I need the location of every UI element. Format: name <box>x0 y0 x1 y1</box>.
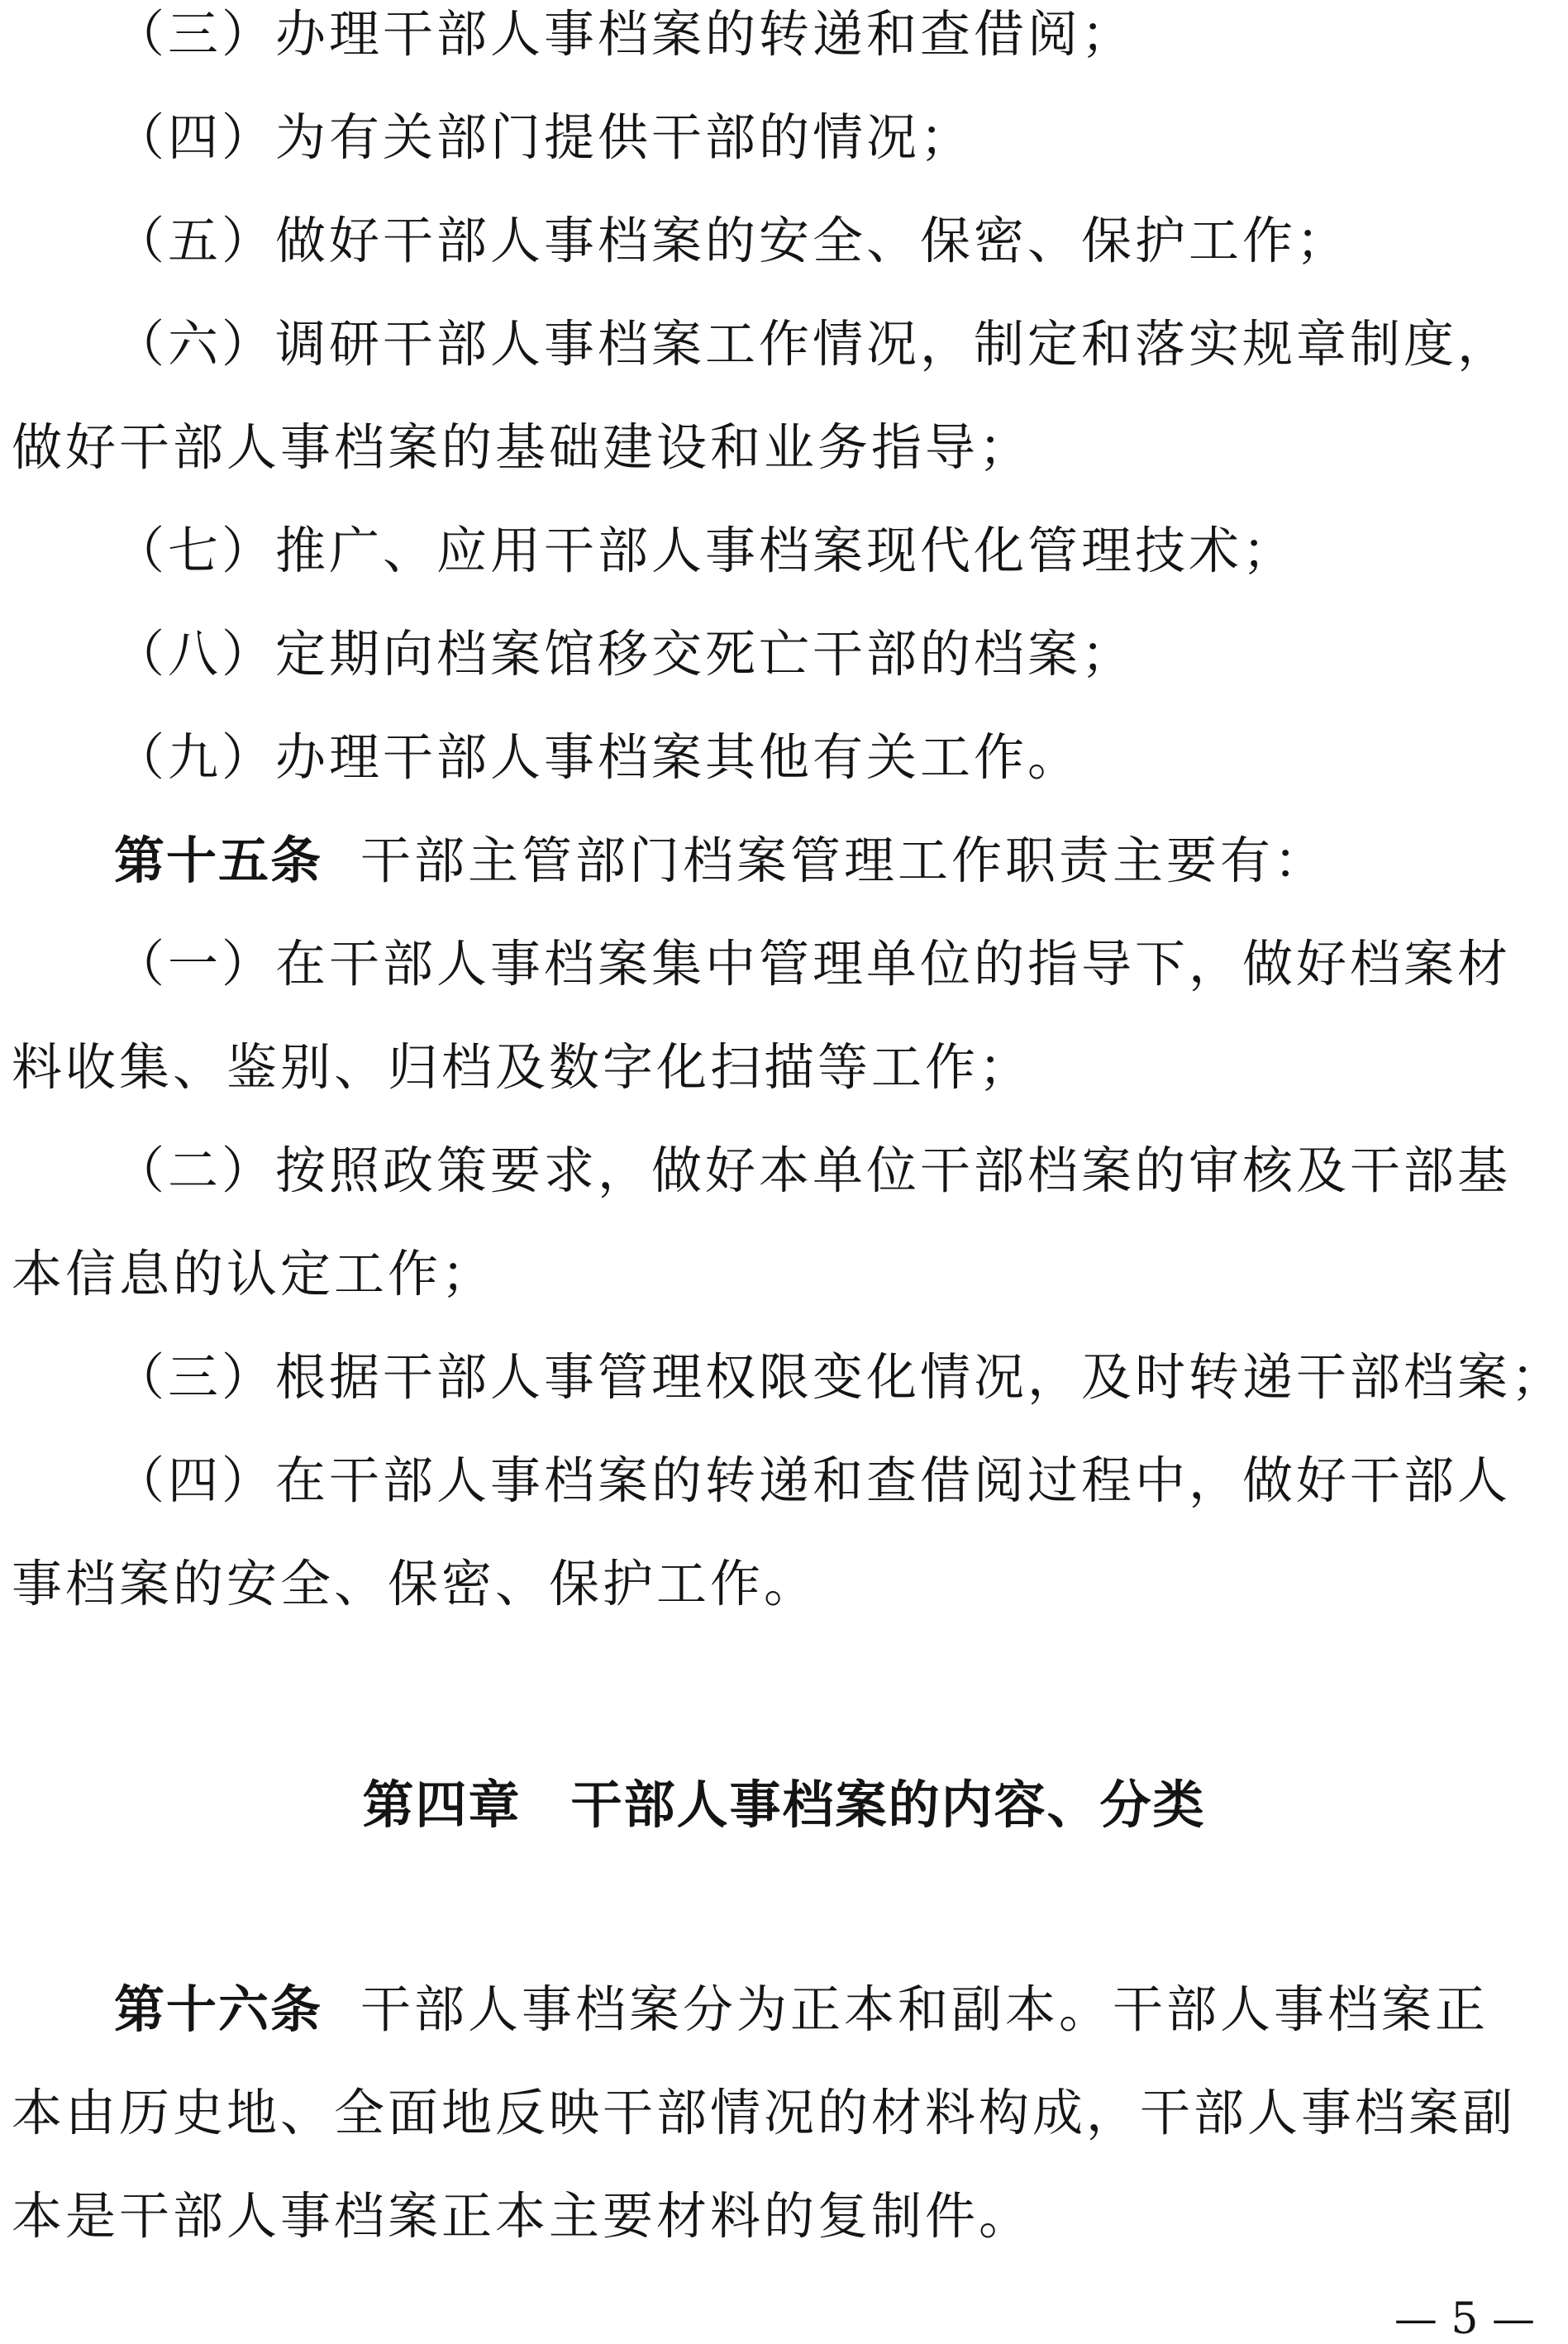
page-number: — 5 — <box>1394 2294 1535 2344</box>
list-item-5: （五）做好干部人事档案的安全、保密、保护工作； <box>114 212 1351 270</box>
chapter-title: 干部人事档案的内容、分类 <box>570 1775 1206 1835</box>
chapter-number: 第四章 <box>362 1775 522 1835</box>
article-16-label: 第十六条 <box>114 1980 323 2039</box>
article-15-text: 干部主管部门档案管理工作职责主要有： <box>360 831 1328 890</box>
article-15-item-2-continued: 本信息的认定工作； <box>12 1245 496 1303</box>
list-item-3: （三）办理干部人事档案的转递和查借阅； <box>114 5 1136 64</box>
list-item-4: （四）为有关部门提供干部的情况； <box>114 108 975 167</box>
article-15-item-1-continued: 料收集、鉴别、归档及数字化扫描等工作； <box>12 1038 1033 1097</box>
article-16-continued-1: 本由历史地、全面地反映干部情况的材料构成，干部人事档案副 <box>12 2084 1517 2142</box>
list-item-6-continued: 做好干部人事档案的基础建设和业务指导； <box>12 418 1033 477</box>
article-15-heading-line <box>114 831 1327 891</box>
article-16-text: 干部人事档案分为正本和副本。干部人事档案正 <box>360 1980 1489 2039</box>
article-15-item-4-continued: 事档案的安全、保密、保护工作。 <box>12 1555 818 1613</box>
list-item-7: （七）推广、应用干部人事档案现代化管理技术； <box>114 522 1297 580</box>
list-item-8: （八）定期向档案馆移交死亡干部的档案； <box>114 625 1136 684</box>
article-16-continued-2: 本是干部人事档案正本主要材料的复制件。 <box>12 2187 1033 2246</box>
article-16-heading-line <box>114 1980 1489 2040</box>
article-15-item-2: （二）按照政策要求，做好本单位干部档案的审核及干部基 <box>114 1141 1512 1200</box>
article-15-item-4: （四）在干部人事档案的转递和查借阅过程中，做好干部人 <box>114 1451 1512 1510</box>
chapter-heading <box>0 1775 1568 1835</box>
article-15-item-1: （一）在干部人事档案集中管理单位的指导下，做好档案材 <box>114 935 1512 993</box>
list-item-6: （六）调研干部人事档案工作情况，制定和落实规章制度， <box>114 315 1512 374</box>
list-item-9: （九）办理干部人事档案其他有关工作。 <box>114 728 1082 787</box>
article-15-item-3: （三）根据干部人事管理权限变化情况，及时转递干部档案； <box>114 1348 1566 1407</box>
article-15-label: 第十五条 <box>114 831 323 890</box>
